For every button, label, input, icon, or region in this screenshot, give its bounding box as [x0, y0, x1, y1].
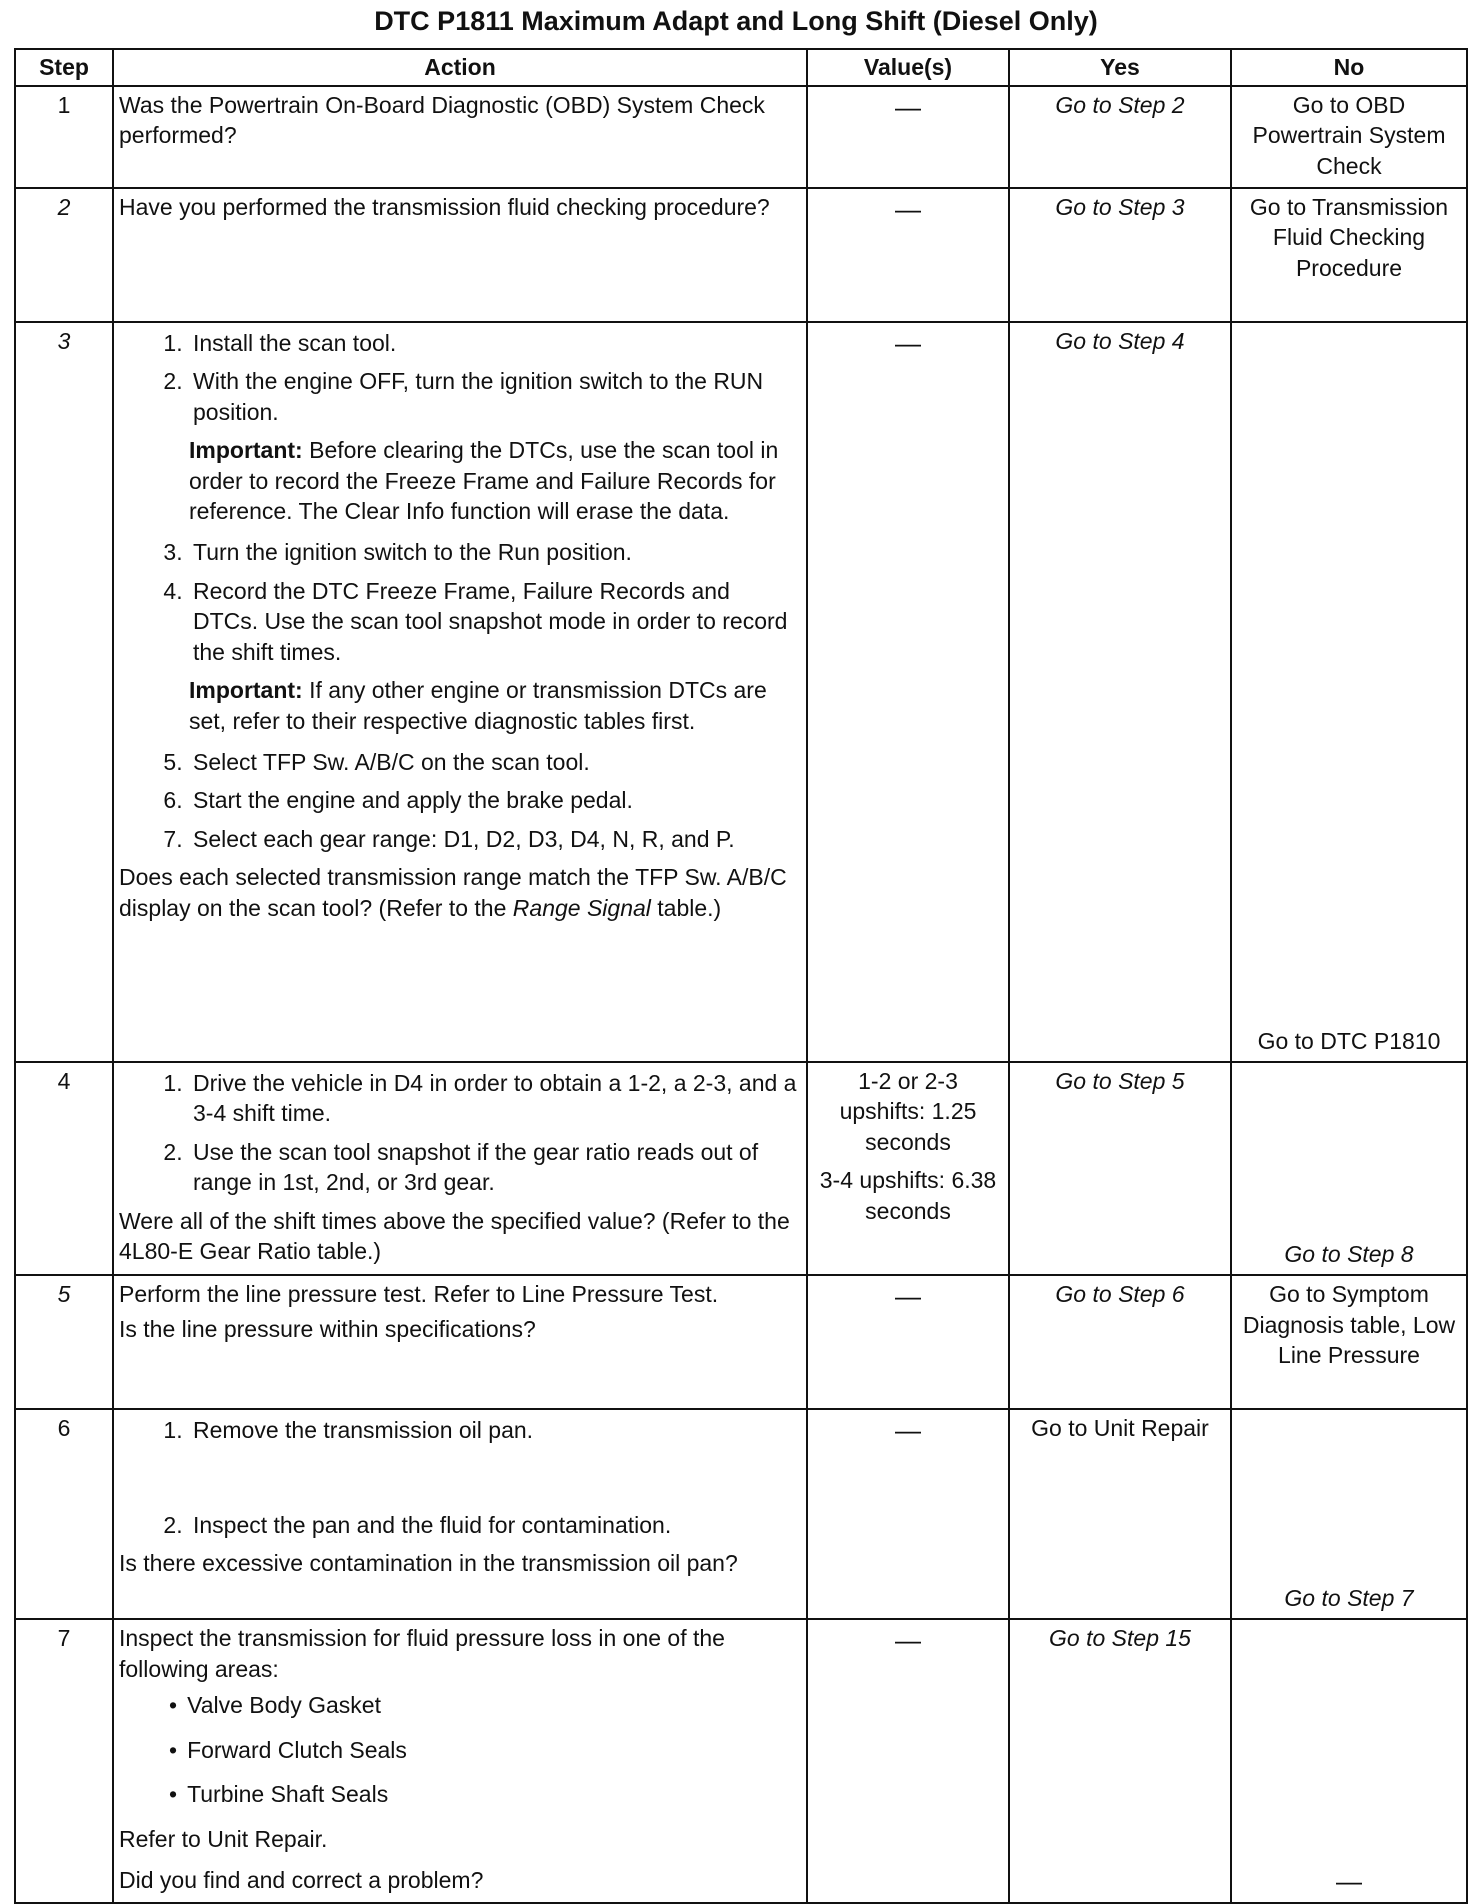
no-cell: Go to Step 8 [1231, 1062, 1467, 1275]
yes-cell: Go to Step 3 [1009, 188, 1231, 322]
value-cell [807, 322, 1009, 1062]
list-item: • Turbine Shaft Seals [189, 1779, 801, 1810]
page-title: DTC P1811 Maximum Adapt and Long Shift (Diesel Only) [374, 6, 1098, 36]
action-step: 1. Drive the vehicle in D4 in order to obtain a 1-2, a 2-3, and a 3-4 shift time. [189, 1068, 801, 1129]
value-spec: 3-4 upshifts: 6.38 seconds [819, 1167, 997, 1224]
action-step: 5. Select TFP Sw. A/B/C on the scan tool. [189, 747, 801, 778]
action-cell [113, 188, 807, 322]
action-step: 2. Use the scan tool snapshot if the gear ratio reads out of range in 1st, 2nd, or 3rd gear. [189, 1137, 801, 1198]
no-cell: Go to OBD Powertrain System Check [1231, 86, 1467, 188]
no-cell [1231, 1619, 1467, 1903]
action-text: Inspect the transmission for fluid pressure loss in one of the following areas: [119, 1625, 725, 1682]
list-item: • Valve Body Gasket [189, 1690, 801, 1721]
action-text: Was the Powertrain On-Board Diagnostic (OBD) System Check performed? [119, 91, 765, 149]
action-step-list [119, 1068, 801, 1198]
value-dash: — [895, 1415, 921, 1446]
no-cell: Go to Step 7 [1231, 1409, 1467, 1619]
action-reference: Refer to Unit Repair. [119, 1825, 328, 1852]
table-header-row [15, 49, 1467, 86]
value-cell [807, 1409, 1009, 1619]
header-values: Value(s) [807, 49, 1009, 86]
value-dash: — [895, 1281, 921, 1312]
action-step: 1. Remove the transmission oil pan. [189, 1415, 801, 1446]
action-question: Did you find and correct a problem? [119, 1866, 484, 1893]
action-cell [113, 1275, 807, 1409]
table-row [15, 322, 1467, 1062]
no-cell: Go to Symptom Diagnosis table, Low Line Pressure [1231, 1275, 1467, 1409]
action-cell [113, 1619, 807, 1903]
area-list [119, 1690, 801, 1810]
action-cell [113, 1409, 807, 1619]
step-number: 7 [15, 1619, 113, 1903]
table-row [15, 1409, 1467, 1619]
action-question [119, 862, 801, 923]
important-text: If any other engine or transmission DTCs are set, refer to their respective diagnostic tables first. [189, 677, 767, 734]
action-question: Were all of the shift times above the specified value? (Refer to the 4L80-E Gear Ratio table.) [119, 1207, 790, 1265]
action-step: 6. Start the engine and apply the brake pedal. [189, 785, 801, 816]
action-step: 3. Turn the ignition switch to the Run position. [189, 537, 801, 568]
header-action: Action [113, 49, 807, 86]
action-question: Is there excessive contamination in the transmission oil pan? [119, 1550, 738, 1577]
header-step: Step [15, 49, 113, 86]
table-row [15, 188, 1467, 322]
important-note [189, 675, 801, 736]
diagnostic-table [14, 48, 1468, 1904]
yes-cell: Go to Step 5 [1009, 1062, 1231, 1275]
value-dash: — [895, 91, 921, 122]
yes-cell: Go to Step 2 [1009, 86, 1231, 188]
table-row [15, 1062, 1467, 1275]
yes-cell: Go to Step 15 [1009, 1619, 1231, 1903]
value-cell [807, 86, 1009, 188]
table-row [15, 1275, 1467, 1409]
step-number: 6 [15, 1409, 113, 1619]
action-cell [113, 1062, 807, 1275]
yes-cell: Go to Step 4 [1009, 322, 1231, 1062]
action-step: 4. Record the DTC Freeze Frame, Failure Records and DTCs. Use the scan tool snapshot mode in order to record the shift times. [189, 576, 801, 668]
step-number: 2 [15, 188, 113, 322]
question-text: Does each selected transmission range match the TFP Sw. A/B/C display on the scan tool? (Refer to the [119, 864, 787, 921]
action-step-list [119, 537, 801, 667]
action-step-list [119, 328, 801, 428]
step-number: 5 [15, 1275, 113, 1409]
action-step: 2. With the engine OFF, turn the ignition switch to the RUN position. [189, 366, 801, 427]
question-text-end: table.) [650, 894, 722, 921]
action-question: Is the line pressure within specifications? [119, 1315, 536, 1342]
value-dash: — [895, 193, 921, 224]
action-text: Perform the line pressure test. Refer to Line Pressure Test. [119, 1281, 719, 1308]
value-dash: — [895, 1625, 921, 1656]
yes-cell: Go to Unit Repair [1009, 1409, 1231, 1619]
step-number: 3 [15, 322, 113, 1062]
action-step-list [119, 1415, 801, 1540]
important-label: Important: [189, 677, 303, 704]
important-note [189, 435, 801, 527]
step-number: 1 [15, 86, 113, 188]
header-yes: Yes [1009, 49, 1231, 86]
value-cell [807, 1619, 1009, 1903]
action-cell [113, 86, 807, 188]
action-cell [113, 322, 807, 1062]
action-text: Have you performed the transmission fluid checking procedure? [119, 193, 770, 220]
table-row [15, 86, 1467, 188]
value-dash: — [895, 327, 921, 358]
step-number: 4 [15, 1062, 113, 1275]
important-label: Important: [189, 437, 303, 464]
action-step: 1. Install the scan tool. [189, 328, 801, 359]
yes-cell: Go to Step 6 [1009, 1275, 1231, 1409]
table-row [15, 1619, 1467, 1903]
action-step: 7. Select each gear range: D1, D2, D3, D4, N, R, and P. [189, 824, 801, 855]
question-reference: Range Signal [512, 894, 651, 921]
value-cell [807, 1275, 1009, 1409]
no-cell: Go to DTC P1810 [1231, 322, 1467, 1062]
value-spec: 1-2 or 2-3 upshifts: 1.25 seconds [839, 1067, 977, 1155]
no-cell: Go to Transmission Fluid Checking Procedure [1231, 188, 1467, 322]
value-cell [807, 188, 1009, 322]
action-step-list [119, 747, 801, 855]
no-dash: — [1336, 1865, 1362, 1896]
list-item: • Forward Clutch Seals [189, 1735, 801, 1766]
action-step: 2. Inspect the pan and the fluid for contamination. [189, 1510, 801, 1541]
header-no: No [1231, 49, 1467, 86]
value-cell [807, 1062, 1009, 1275]
important-text: Before clearing the DTCs, use the scan tool in order to record the Freeze Frame and Failure Records for reference. The Clear Info function will erase the data. [189, 437, 779, 525]
